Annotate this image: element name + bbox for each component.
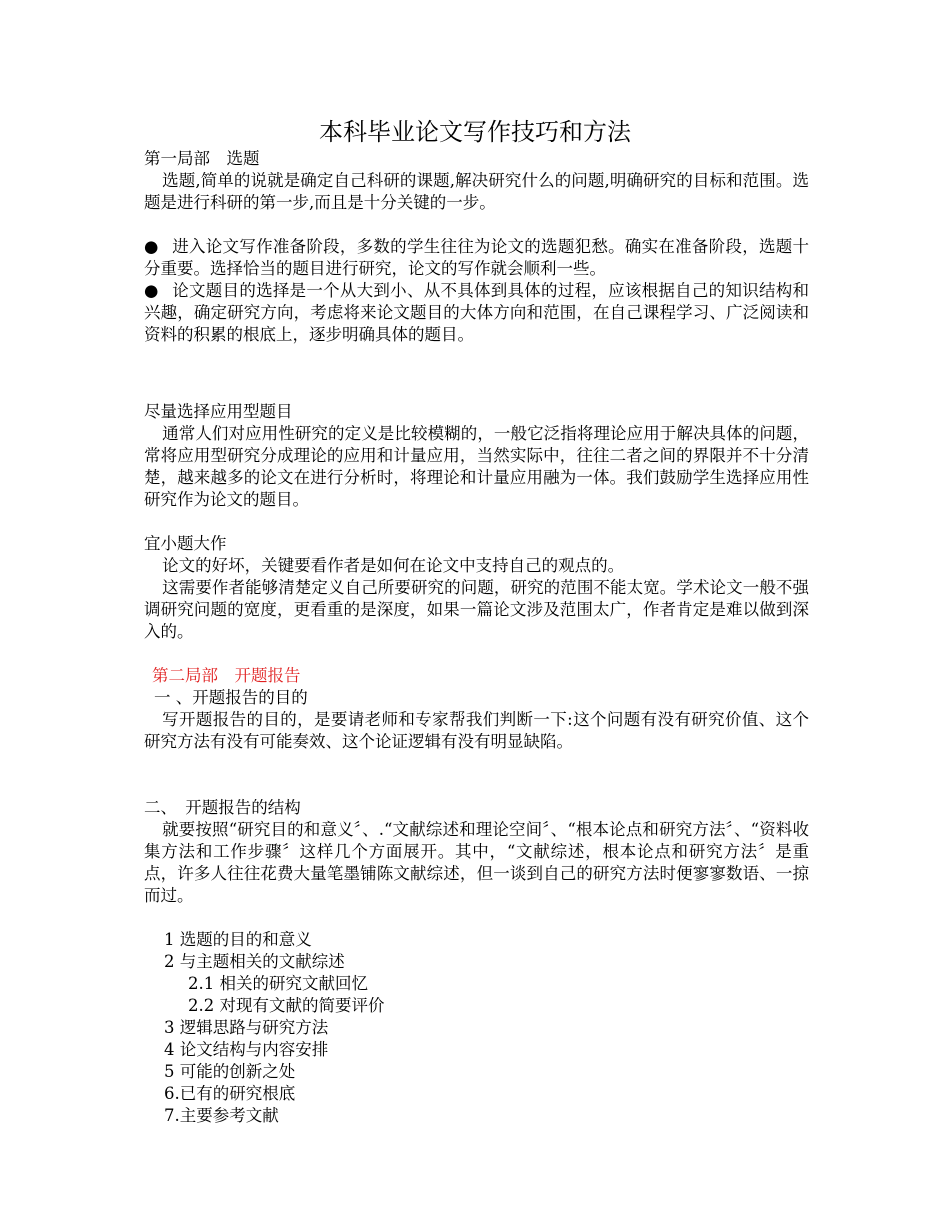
part1-intro: 选题,简单的说就是确定自己科研的课题,解决研究什么的问题,明确研究的目标和范围。选题是进行科研的第一步,而且是十分关键的一步。 [144, 171, 809, 212]
bullet-text: 进入论文写作准备阶段，多数的学生往往为论文的选题犯愁。确实在准备阶段，选题十分重要。选择恰当的题目进行研究，论文的写作就会顺利一些。 [144, 237, 809, 278]
part2-heading: 第二局部 开题报告 [152, 666, 301, 685]
section-text-small-topic-2: 这需要作者能够清楚定义自己所要研究的问题，研究的范围不能太宽。学术论文一般不强调研究问题的宽度，更看重的是深度，如果一篇论文涉及范围太广，作者肯定是难以做到深入的。 [144, 578, 809, 641]
document-title: 本科毕业论文写作技巧和方法 [319, 118, 631, 146]
section-text-small-topic-1: 论文的好坏，关键要看作者是如何在论文中支持自己的观点的。 [162, 556, 625, 575]
section-heading-small-topic: 宜小题大作 [144, 534, 227, 553]
part2-sub2-text: 就要按照“研究目的和意义〞、.“文献综述和理论空间〞、“根本论点和研究方法〞、“资料收集方法和工作步骤〞这样几个方面展开。其中，“文献综述，根本论点和研究方法〞是重点，许多人往往花费大量笔墨铺陈文献综述，但一谈到自己的研究方法时便寥寥数语、一掠而过。 [144, 820, 809, 905]
outline-item: 5 可能的创新之处 [164, 1062, 296, 1081]
section-heading-applied: 尽量选择应用型题目 [144, 402, 293, 421]
outline-subitem: 2.1 相关的研究文献回忆 [188, 974, 368, 993]
bullet-text: 论文题目的选择是一个从大到小、从不具体到具体的过程，应该根据自己的知识结构和兴趣，确定研究方向，考虑将来论文题目的大体方向和范围，在自己课程学习、广泛阅读和资料的积累的根底上，逐步明确具体的题目。 [144, 281, 809, 344]
bullet-icon: ● [144, 237, 159, 256]
bullet-icon: ● [144, 281, 159, 300]
outline-item: 1 选题的目的和意义 [164, 930, 312, 949]
outline-subitem: 2.2 对现有文献的简要评价 [188, 996, 385, 1015]
part2-sub1-text: 写开题报告的目的，是要请老师和专家帮我们判断一下:这个问题有没有研究价值、这个研究方法有没有可能奏效、这个论证逻辑有没有明显缺陷。 [144, 710, 809, 751]
bullet-item [144, 236, 809, 280]
part2-sub2-heading: 二、 开题报告的结构 [144, 798, 301, 817]
part1-heading: 第一局部 选题 [144, 149, 260, 168]
document-body [144, 148, 809, 1127]
outline-item: 2 与主题相关的文献综述 [164, 952, 345, 971]
outline-item: 7.主要参考文献 [164, 1106, 279, 1125]
section-text-applied: 通常人们对应用性研究的定义是比较模糊的，一般它泛指将理论应用于解决具体的问题，常将应用型研究分成理论的应用和计量应用，当然实际中，往往二者之间的界限并不十分清楚，越来越多的论文在进行分析时，将理论和计量应用融为一体。我们鼓励学生选择应用性研究作为论文的题目。 [144, 424, 809, 509]
outline-item: 3 逻辑思路与研究方法 [164, 1018, 329, 1037]
bullet-item [144, 280, 809, 346]
outline-item: 6.已有的研究根底 [164, 1084, 296, 1103]
part2-sub1-heading: 一 、开题报告的目的 [154, 688, 308, 707]
outline-item: 4 论文结构与内容安排 [164, 1040, 329, 1059]
